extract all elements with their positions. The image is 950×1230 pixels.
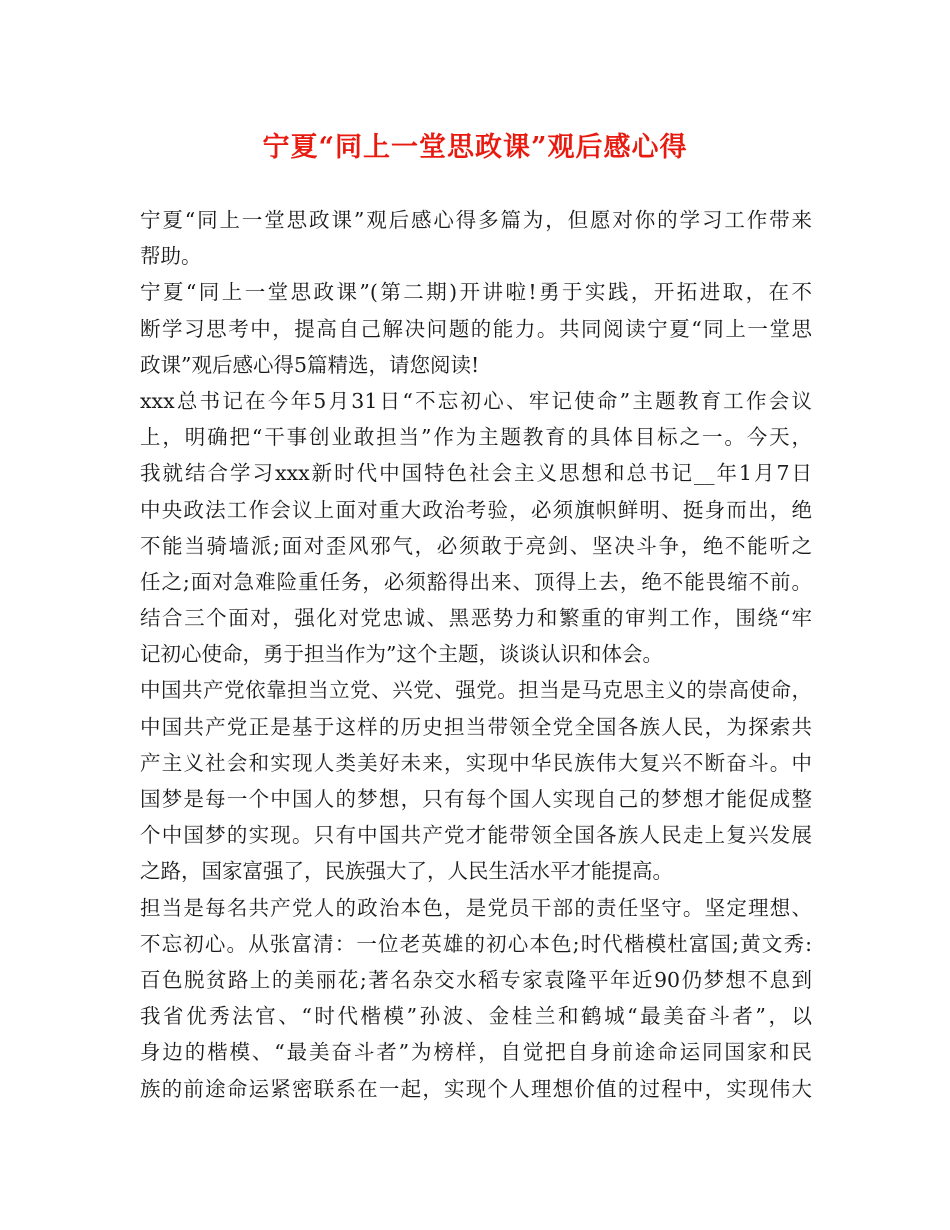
page-title: 宁夏“同上一堂思政课”观后感心得: [262, 132, 688, 163]
text-line: 不忘初心。从张富清：一位老英雄的初心本色;时代楷模杜富国;黄文秀:: [140, 931, 812, 956]
text-line: 宁夏“同上一堂思政课”观后感心得多篇为，但愿对你的学习工作带来: [140, 208, 812, 232]
text-line: 产主义社会和实现人类美好未来，实现中华民族伟大复兴不断奋斗。中: [140, 750, 812, 775]
text-line: 个中国梦的实现。只有中国共产党才能带领全国各族人民走上复兴发展: [140, 823, 812, 848]
text-line: 帮助。: [140, 244, 202, 269]
text-line: 断学习思考中，提高自己解决问题的能力。共同阅读宁夏“同上一堂思: [140, 316, 812, 341]
text-line: 中国共产党依靠担当立党、兴党、强党。担当是马克思主义的崇高使命，: [140, 678, 812, 703]
text-line: 担当是每名共产党人的政治本色，是党员干部的责任坚守。坚定理想、: [140, 895, 812, 920]
text-line: 之路，国家富强了，民族强大了，人民生活水平才能提高。: [140, 859, 673, 884]
text-line: 记初心使命，勇于担当作为”这个主题，谈谈认识和体会。: [140, 642, 663, 667]
text-line: 身边的楷模、“最美奋斗者”为榜样，自觉把自身前途命运同国家和民: [140, 1040, 812, 1065]
text-line: 我省优秀法官、“时代楷模”孙波、金桂兰和鹤城“最美奋斗者”，以: [140, 1004, 812, 1029]
text-line: 任之;面对急难险重任务，必须豁得出来、顶得上去，绝不能畏缩不前。: [140, 569, 812, 594]
text-line: 中国共产党正是基于这样的历史担当带领全党全国各族人民，为探索共: [140, 714, 812, 739]
text-line: 上，明确把“干事创业敢担当”作为主题教育的具体目标之一。今天，: [140, 425, 812, 450]
text-line: 族的前途命运紧密联系在一起，实现个人理想价值的过程中，实现伟大: [140, 1076, 812, 1101]
text-line: 中央政法工作会议上面对重大政治考验，必须旗帜鲜明、挺身而出，绝: [140, 497, 812, 522]
text-line: 政课”观后感心得5篇精选，请您阅读!: [140, 352, 480, 377]
text-line: 我就结合学习xxx新时代中国特色社会主义思想和总书记__年1月7日: [140, 461, 812, 486]
text-line: xxx总书记在今年5月31日“不忘初心、牢记使命”主题教育工作会议: [140, 388, 812, 413]
text-line: 不能当骑墙派;面对歪风邪气，必须敢于亮剑、坚决斗争，绝不能听之: [140, 533, 812, 558]
text-line: 结合三个面对，强化对党忠诚、黑恶势力和繁重的审判工作，围绕“牢: [140, 606, 812, 631]
text-line: 国梦是每一个中国人的梦想，只有每个国人实现自己的梦想才能促成整: [140, 787, 812, 811]
text-line: 百色脱贫路上的美丽花;著名杂交水稻专家袁隆平年近90仍梦想不息到: [140, 967, 812, 992]
text-line: 宁夏“同上一堂思政课”(第二期)开讲啦!勇于实践，开拓进取，在不: [140, 280, 812, 305]
body-text: [140, 202, 812, 1107]
